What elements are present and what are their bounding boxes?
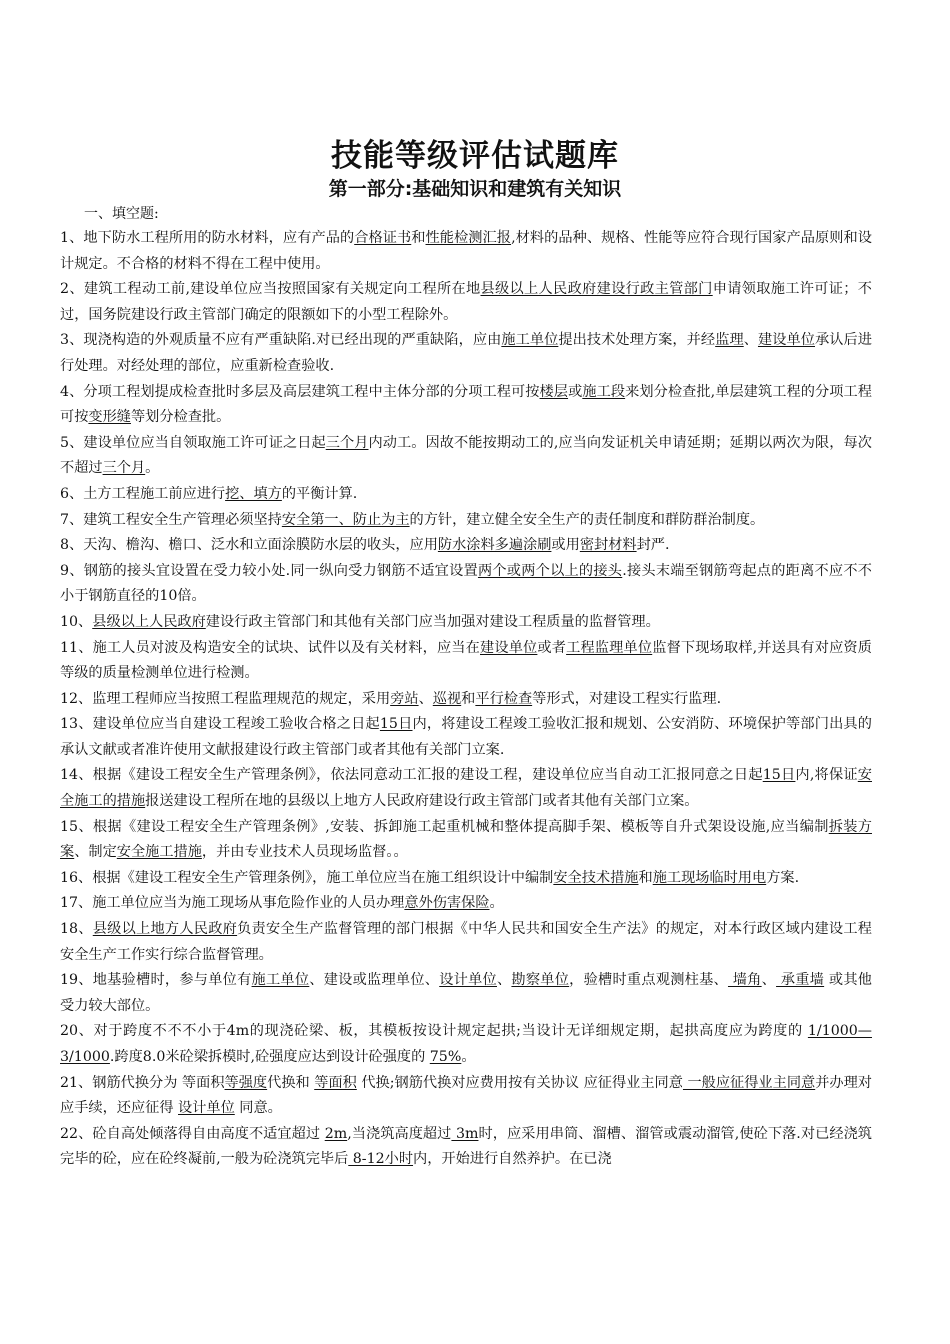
question-item xyxy=(60,328,872,379)
question-text: 内，开始进行自然养护。在已浇 xyxy=(413,1151,612,1168)
question-text: 、 xyxy=(496,972,512,989)
question-text: 的平衡计算. xyxy=(281,485,358,502)
question-text: 代换和 xyxy=(267,1074,315,1091)
question-text: 、 xyxy=(743,332,758,349)
answer-text: 三个月 xyxy=(325,434,369,451)
answer-text: 三个月 xyxy=(102,460,146,477)
answer-text: 15日 xyxy=(762,767,796,784)
question-text: ,材料的品种、规格、性能等应符合现行国家产品原则和设计规定。不合格的材料不得在工程中使用。 xyxy=(60,230,872,272)
answer-text: 平行检查 xyxy=(475,690,533,707)
question-item xyxy=(60,508,872,534)
question-text: 2、建筑工程动工前,建设单位应当按照国家有关规定向工程所在地 xyxy=(60,281,481,298)
question-text: 、建设或监理单位、 xyxy=(309,972,440,989)
question-text: 16、根据《建设工程安全生产管理条例》，施工单位应当在施工组织设计中编制 xyxy=(60,869,554,886)
section-heading: 一、填空题: xyxy=(84,206,159,222)
answer-text: 承重墙 xyxy=(776,972,825,989)
question-text: 、 xyxy=(418,690,433,707)
answer-text: 挖、填方 xyxy=(225,485,282,502)
question-item xyxy=(60,917,872,968)
question-item xyxy=(60,482,872,508)
answer-text: 施工单位 xyxy=(251,972,310,989)
answer-text: 等强度 xyxy=(224,1074,268,1091)
answer-text: 等面积 xyxy=(314,1074,357,1091)
question-text: 22、砼自高处倾落得自由高度不适宜超过 xyxy=(60,1125,325,1142)
question-item xyxy=(60,380,872,431)
answer-text: 县级以上人民政府建设行政主管部门 xyxy=(480,281,713,298)
answer-text: 2m xyxy=(324,1125,348,1142)
question-text: 13、建设单位应当自建设工程竣工验收合格之日起 xyxy=(60,716,380,733)
question-text: 建设行政主管部门和其他有关部门应当加强对建设工程质量的监督管理。 xyxy=(205,613,660,630)
question-text: 的方针，建立健全安全生产的责任制度和群防群治制度。 xyxy=(409,511,765,528)
answer-text: 8-12小时 xyxy=(348,1151,414,1168)
question-text: 监督下现场取样,并送具有对应资质等级的质量检测单位进行检测。 xyxy=(60,639,872,682)
question-item xyxy=(60,815,872,866)
question-text: 方案. xyxy=(766,869,800,886)
question-text: 7、建筑工程安全生产管理必须坚持 xyxy=(60,511,282,528)
question-text: 10、 xyxy=(60,613,93,630)
question-text: 14、根据《建设工程安全生产管理条例》，依法同意动工汇报的建设工程，建设单位应当自动工汇报同意之日起 xyxy=(60,767,763,784)
question-item xyxy=(60,533,872,559)
answer-text: 安全第一、防止为主 xyxy=(281,511,410,528)
question-text: 20、对于跨度不不不小于4m的现浇砼梁、板，其模板按设计规定起拱;当设计无详细规定期，起拱高度应为跨度的 xyxy=(60,1023,808,1040)
question-text: 提出技术处理方案，并经 xyxy=(558,332,716,349)
answer-text: 建设单位 xyxy=(480,639,538,656)
answer-text: 施工现场临时用电 xyxy=(652,869,767,886)
question-item xyxy=(60,1122,872,1173)
answer-text: 一般应征得业主同意 xyxy=(682,1074,816,1091)
question-text: 17、施工单位应当为施工现场从事危险作业的人员办理 xyxy=(60,895,405,912)
answer-text: 安全施工的措施 xyxy=(60,767,872,810)
answer-text: 建设单位 xyxy=(757,332,815,349)
question-text: 时，应采用串筒、溜槽、溜管或震动溜管,使砼下落.对已经浇筑完毕的砼，应在砼终凝前,一般为砼浇筑完毕后 xyxy=(60,1125,872,1168)
question-text: 承认后进行处理。对经处理的部位，应重新检查验收. xyxy=(60,332,872,374)
question-text: .接头末端至钢筋弯起点的距离不应不不小于钢筋直径的10倍。 xyxy=(60,562,872,605)
answer-text: 工程监理单位 xyxy=(566,639,653,656)
answer-text: 3m xyxy=(451,1125,479,1142)
question-text: 、 xyxy=(761,972,777,989)
answer-text: 两个或两个以上的接头 xyxy=(477,562,623,579)
question-text: 4、分项工程划提成检查批时多层及高层建筑工程中主体分部的分项工程可按 xyxy=(60,383,540,400)
question-text: 或者 xyxy=(537,639,567,656)
answer-text: 设计单位 xyxy=(178,1100,235,1117)
question-text: 同意。 xyxy=(234,1100,282,1117)
answer-text: 防水涂料多遍涂刷 xyxy=(437,537,552,554)
answer-text: 密封材料 xyxy=(579,537,637,554)
question-text: 或用 xyxy=(551,537,580,554)
question-item xyxy=(60,891,872,917)
question-text: 18、 xyxy=(60,921,93,938)
question-text: 11、施工人员对波及构造安全的试块、试件以及有关材料，应当在 xyxy=(60,639,480,656)
question-item xyxy=(60,687,872,713)
question-item xyxy=(60,226,872,277)
answer-text: 县级以上地方人民政府 xyxy=(92,921,238,938)
question-text: 内，将建设工程竣工验收汇报和规划、公安消防、环境保护等部门出具的承认文献或者准许使用文献报建设行政主管部门或者其他有关部门立案. xyxy=(60,716,872,758)
question-item xyxy=(60,431,872,482)
question-text: 12、监理工程师应当按照工程监理规范的规定，采用 xyxy=(60,690,391,707)
answer-text: 75% xyxy=(429,1049,462,1065)
answer-text: 设计单位 xyxy=(439,972,497,989)
question-item xyxy=(60,636,872,687)
answer-text: 县级以上人民政府 xyxy=(92,613,206,630)
question-text: 等形式，对建设工程实行监理. xyxy=(532,690,722,707)
question-text: 或其他受力较大部位。 xyxy=(60,972,872,1014)
question-item xyxy=(60,968,872,1019)
question-text: 申请领取施工许可证；不过，国务院建设行政主管部门确定的限额如下的小型工程除外。 xyxy=(60,281,872,323)
question-text: 内动工。因故不能按期动工的,应当向发证机关申请延期；延期以两次为限，每次不超过 xyxy=(60,434,872,477)
answer-text: 巡视 xyxy=(432,690,462,707)
question-text: 21、钢筋代换分为 等面积 xyxy=(60,1074,225,1091)
answer-text: 安全技术措施 xyxy=(553,869,639,886)
question-text: 8、天沟、檐沟、檐口、泛水和立面涂膜防水层的收头，应用 xyxy=(60,537,438,554)
answer-text: 勘察单位 xyxy=(511,972,570,989)
question-item xyxy=(60,610,872,636)
answer-text: 性能检测汇报 xyxy=(425,230,512,246)
question-list xyxy=(60,226,872,1173)
question-text: 或 xyxy=(568,383,583,400)
question-text: 。 xyxy=(489,895,504,912)
answer-text: 楼层 xyxy=(539,383,569,400)
question-text: 来划分检查批,单层建筑工程的分项工程可按 xyxy=(60,383,872,426)
answer-text: 墙角 xyxy=(727,972,762,989)
question-text: 等划分检查批。 xyxy=(130,409,231,426)
question-text: 内,将保证 xyxy=(795,767,858,784)
question-item xyxy=(60,1019,872,1070)
question-text: .跨度8.0米砼梁拆模时,砼强度应达到设计砼强度的 xyxy=(109,1049,430,1065)
question-text: 19、地基验槽时，参与单位有 xyxy=(60,972,252,989)
question-text: 3、现浇构造的外观质量不应有严重缺陷.对已经出现的严重缺陷，应由 xyxy=(60,332,502,349)
question-text: 1、地下防水工程所用的防水材料，应有产品的 xyxy=(60,230,355,246)
answer-text: 安全施工措施 xyxy=(116,844,202,861)
question-text: 负责安全生产监督管理的部门根据《中华人民共和国安全生产法》的规定，对本行政区域内建设工程安全生产工作实行综合监督管理。 xyxy=(60,921,872,963)
question-text: 代换;钢筋代换对应费用按有关协议 应征得业主同意 xyxy=(356,1074,683,1091)
question-text: ，验槽时重点观测柱基、 xyxy=(569,972,728,989)
question-text: 和 xyxy=(411,230,426,246)
answer-text: 意外伤害保险 xyxy=(404,895,490,912)
question-text: 和 xyxy=(638,869,653,886)
question-text: 9、钢筋的接头宜设置在受力较小处.同一纵向受力钢筋不适宜设置 xyxy=(60,562,478,579)
question-item xyxy=(60,559,872,610)
question-text: 并办理对应手续，还应征得 xyxy=(60,1074,872,1117)
question-text: 、制定 xyxy=(74,844,117,861)
answer-text: 拆装方案 xyxy=(60,818,872,861)
question-text: ,当浇筑高度超过 xyxy=(347,1125,452,1142)
page-title: 技能等级评估试题库 xyxy=(331,138,619,174)
answer-text: 15日 xyxy=(379,716,413,733)
question-text: 。 xyxy=(145,460,160,477)
question-item xyxy=(60,1071,872,1122)
question-text: 封严. xyxy=(636,537,670,554)
question-text: 报送建设工程所在地的县级以上地方人民政府建设行政主管部门或者其他有关部门立案。 xyxy=(145,793,699,810)
answer-text: 1/1000—3/1000 xyxy=(60,1023,872,1065)
question-text: 15、根据《建设工程安全生产管理条例》,安装、拆卸施工起重机械和整体提高脚手架、模板等自升式架设设施,应当编制 xyxy=(60,818,829,835)
answer-text: 施工单位 xyxy=(501,332,559,349)
question-text: ，并由专业技术人员现场监督。。 xyxy=(201,844,408,861)
answer-text: 施工段 xyxy=(582,383,626,400)
question-text: 5、建设单位应当自领取施工许可证之日起 xyxy=(60,434,326,451)
answer-text: 旁站 xyxy=(390,690,419,707)
question-text: 和 xyxy=(461,690,476,707)
answer-text: 变形缝 xyxy=(88,409,131,426)
question-text: 。 xyxy=(461,1049,476,1065)
page-subtitle: 第一部分:基础知识和建筑有关知识 xyxy=(328,178,622,200)
answer-text: 合格证书 xyxy=(354,230,412,246)
question-item xyxy=(60,866,872,892)
question-item xyxy=(60,277,872,328)
question-item xyxy=(60,763,872,814)
answer-text: 监理 xyxy=(715,332,744,349)
question-text: 6、土方工程施工前应进行 xyxy=(60,485,226,502)
question-item xyxy=(60,712,872,763)
